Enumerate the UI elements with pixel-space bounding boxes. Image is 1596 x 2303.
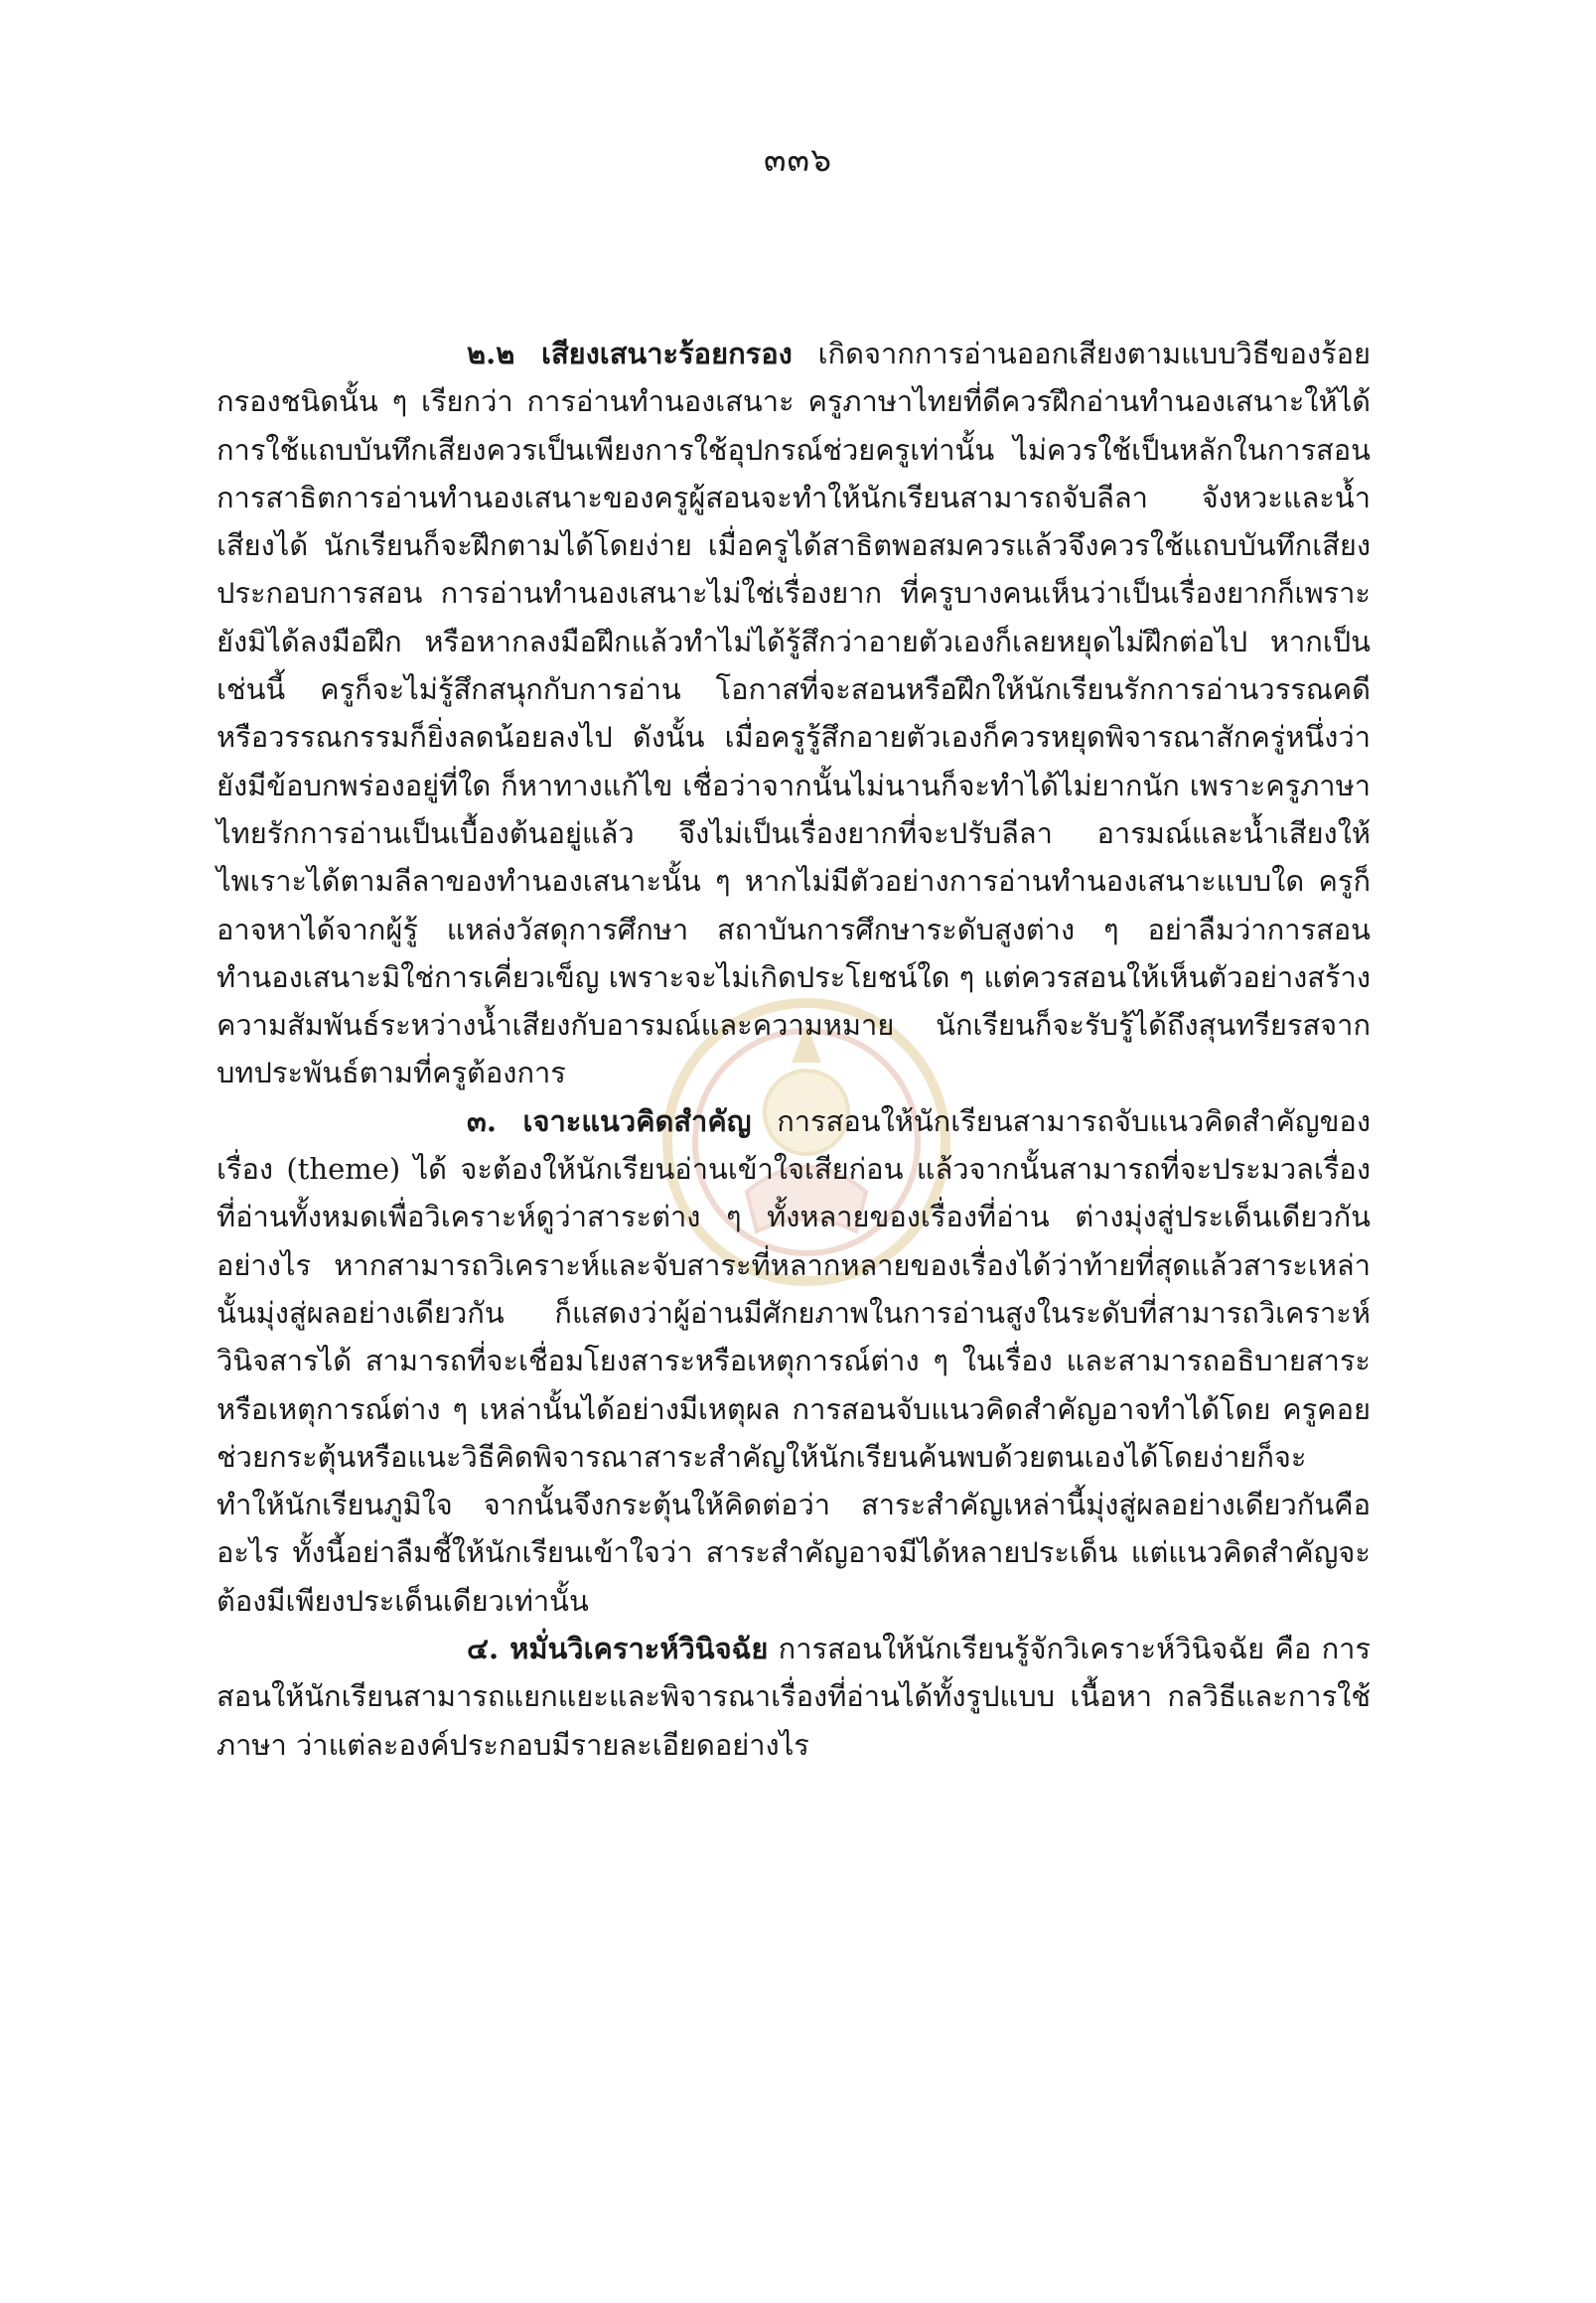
document-body bbox=[217, 330, 1371, 1769]
section-body: การสอนให้นักเรียนรู้จักวิเคราะห์วินิจฉัย คือ การสอนให้นักเรียนสามารถแยกแยะและพิจารณาเรื่องที่อ่านได้ทั้งรูปแบบ เนื้อหา กลวิธีและการใช้ภาษา ว่าแต่ละองค์ประกอบมีรายละเอียดอย่างไร bbox=[217, 1632, 1371, 1762]
section-body: การสอนให้นักเรียนสามารถจับแนวคิดสำคัญของเรื่อง (theme) ได้ จะต้องให้นักเรียนอ่านเข้าใจเสียก่อน แล้วจากนั้นสามารถที่จะประมวลเรื่องที่อ่านทั้งหมดเพื่อวิเคราะห์ดูว่าสาระต่าง ๆ ทั้งหลายของเรื่องที่อ่าน ต่างมุ่งสู่ประเด็นเดียวกันอย่างไร หากสามารถวิเคราะห์และจับสาระที่หลากหลายของเรื่องได้ว่าท้ายที่สุดแล้วสาระเหล่านั้นมุ่งสู่ผลอย่างเดียวกัน ก็แสดงว่าผู้อ่านมีศักยภาพในการอ่านสูงในระดับที่สามารถวิเคราะห์วินิจสารได้ สามารถที่จะเชื่อมโยงสาระหรือเหตุการณ์ต่าง ๆ ในเรื่อง และสามารถอธิบายสาระหรือเหตุการณ์ต่าง ๆ เหล่านั้นได้อย่างมีเหตุผล การสอนจับแนวคิดสำคัญอาจทำได้โดย ครูคอยช่วยกระตุ้นหรือแนะวิธีคิดพิจารณาสาระสำคัญให้นักเรียนค้นพบด้วยตนเองได้โดยง่ายก็จะทำให้นักเรียนภูมิใจ จากนั้นจึงกระตุ้นให้คิดต่อว่า สาระสำคัญเหล่านี้มุ่งสู่ผลอย่างเดียวกันคืออะไร ทั้งนี้อย่าลืมชี้ให้นักเรียนเข้าใจว่า สาระสำคัญอาจมีได้หลายประเด็น แต่แนวคิดสำคัญจะต้องมีเพียงประเด็นเดียวเท่านั้น bbox=[217, 1103, 1371, 1618]
section-heading: ๓. เจาะแนวคิดสำคัญ bbox=[467, 1103, 752, 1138]
section-paragraph bbox=[217, 330, 1371, 1097]
page-number: ๓๓๖ bbox=[763, 140, 833, 179]
section-paragraph bbox=[217, 1625, 1371, 1769]
section-heading: ๔. หมั่นวิเคราะห์วินิจฉัย bbox=[467, 1632, 769, 1666]
section-paragraph bbox=[217, 1097, 1371, 1625]
section-heading: ๒.๒ เสียงเสนาะร้อยกรอง bbox=[467, 337, 793, 370]
section-body: เกิดจากการอ่านออกเสียงตามแบบวิธีของร้อยกรองชนิดนั้น ๆ เรียกว่า การอ่านทำนองเสนาะ ครูภาษาไทยที่ดีควรฝึกอ่านทำนองเสนาะให้ได้ การใช้แถบบันทึกเสียงควรเป็นเพียงการใช้อุปกรณ์ช่วยครูเท่านั้น ไม่ควรใช้เป็นหลักในการสอน การสาธิตการอ่านทำนองเสนาะของครูผู้สอนจะทำให้นักเรียนสามารถจับลีลา จังหวะและน้ำเสียงได้ นักเรียนก็จะฝึกตามได้โดยง่าย เมื่อครูได้สาธิตพอสมควรแล้วจึงควรใช้แถบบันทึกเสียงประกอบการสอน การอ่านทำนองเสนาะไม่ใช่เรื่องยาก ที่ครูบางคนเห็นว่าเป็นเรื่องยากก็เพราะยังมิได้ลงมือฝึก หรือหากลงมือฝึกแล้วทำไม่ได้รู้สึกว่าอายตัวเองก็เลยหยุดไม่ฝึกต่อไป หากเป็นเช่นนี้ ครูก็จะไม่รู้สึกสนุกกับการอ่าน โอกาสที่จะสอนหรือฝึกให้นักเรียนรักการอ่านวรรณคดีหรือวรรณกรรมก็ยิ่งลดน้อยลงไป ดังนั้น เมื่อครูรู้สึกอายตัวเองก็ควรหยุดพิจารณาสักครู่หนึ่งว่ายังมีข้อบกพร่องอยู่ที่ใด ก็หาทางแก้ไข เชื่อว่าจากนั้นไม่นานก็จะทำได้ไม่ยากนัก เพราะครูภาษาไทยรักการอ่านเป็นเบื้องต้นอยู่แล้ว จึงไม่เป็นเรื่องยากที่จะปรับลีลา อารมณ์และน้ำเสียงให้ไพเราะได้ตามลีลาของทำนองเสนาะนั้น ๆ หากไม่มีตัวอย่างการอ่านทำนองเสนาะแบบใด ครูก็อาจหาได้จากผู้รู้ แหล่งวัสดุการศึกษา สถาบันการศึกษาระดับสูงต่าง ๆ อย่าลืมว่าการสอนทำนองเสนาะมิใช่การเคี่ยวเข็ญ เพราะจะไม่เกิดประโยชน์ใด ๆ แต่ควรสอนให้เห็นตัวอย่างสร้างความสัมพันธ์ระหว่างน้ำเสียงกับอารมณ์และความหมาย นักเรียนก็จะรับรู้ได้ถึงสุนทรียรสจากบทประพันธ์ตามที่ครูต้องการ bbox=[217, 337, 1372, 1090]
